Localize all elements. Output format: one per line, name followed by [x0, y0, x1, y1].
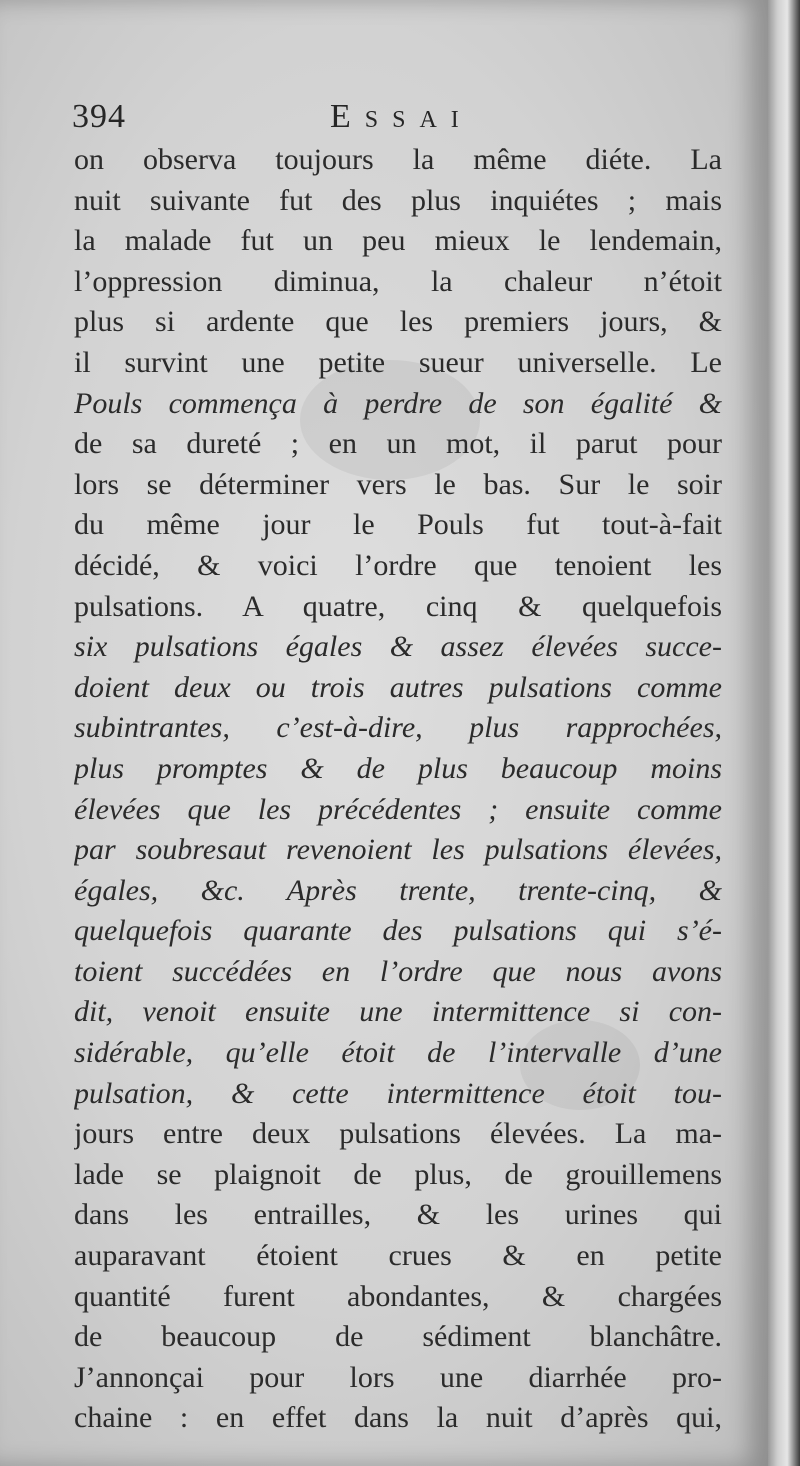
text-line: pulsation, & cette intermittence étoit tou-: [74, 1076, 722, 1110]
text-line: doient deux ou trois autres pulsations comme: [74, 670, 722, 704]
text-line: lade se plaignoit de plus, de grouillemens: [74, 1157, 722, 1191]
text-line: par soubresaut revenoient les pulsations élevées,: [74, 833, 722, 867]
text-line: chaine : en effet dans la nuit d’après qui,: [74, 1401, 722, 1435]
text-line: J’annonçai pour lors une diarrhée pro-: [74, 1360, 722, 1394]
text-line: il survint une petite sueur universelle. Le: [74, 345, 722, 379]
text-line: pulsations. A quatre, cinq & quelquefois: [74, 589, 722, 623]
body-text: [74, 140, 722, 1439]
text-line: décidé, & voici l’ordre que tenoient les: [74, 548, 722, 582]
text-line: nuit suivante fut des plus inquiétes ; mais: [74, 183, 722, 217]
text-line: jours entre deux pulsations élevées. La ma-: [74, 1117, 722, 1151]
text-line: toient succédées en l’ordre que nous avons: [74, 954, 722, 988]
text-line: dit, venoit ensuite une intermittence si con-: [74, 995, 722, 1029]
text-line: quantité furent abondantes, & chargées: [74, 1279, 722, 1313]
text-line: l’oppression diminua, la chaleur n’étoit: [74, 264, 722, 298]
text-line: Pouls commença à perdre de son égalité &: [74, 386, 722, 420]
text-line: de beaucoup de sédiment blanchâtre.: [74, 1320, 722, 1354]
text-line: plus si ardente que les premiers jours, &: [74, 305, 722, 339]
text-line: auparavant étoient crues & en petite: [74, 1239, 722, 1273]
text-line: élevées que les précédentes ; ensuite comme: [74, 792, 722, 826]
text-line: égales, &c. Après trente, trente-cinq, &: [74, 873, 722, 907]
text-line: de sa dureté ; en un mot, il parut pour: [74, 427, 722, 461]
text-line: lors se déterminer vers le bas. Sur le soir: [74, 467, 722, 501]
text-line: six pulsations égales & assez élevées succe-: [74, 630, 722, 664]
page-number: 394: [72, 98, 126, 135]
text-line: dans les entrailles, & les urines qui: [74, 1198, 722, 1232]
text-line: quelquefois quarante des pulsations qui s’é-: [74, 914, 722, 948]
page-edge: [768, 0, 800, 1466]
text-line: subintrantes, c’est-à-dire, plus rapprochées,: [74, 711, 722, 745]
text-line: plus promptes & de plus beaucoup moins: [74, 751, 722, 785]
running-head: Essai: [330, 98, 473, 135]
text-line: sidérable, qu’elle étoit de l’intervalle d’une: [74, 1036, 722, 1070]
text-line: la malade fut un peu mieux le lendemain,: [74, 224, 722, 258]
text-line: du même jour le Pouls fut tout-à-fait: [74, 508, 722, 542]
page-header: [72, 98, 722, 140]
text-line: on observa toujours la même diéte. La: [74, 143, 722, 176]
